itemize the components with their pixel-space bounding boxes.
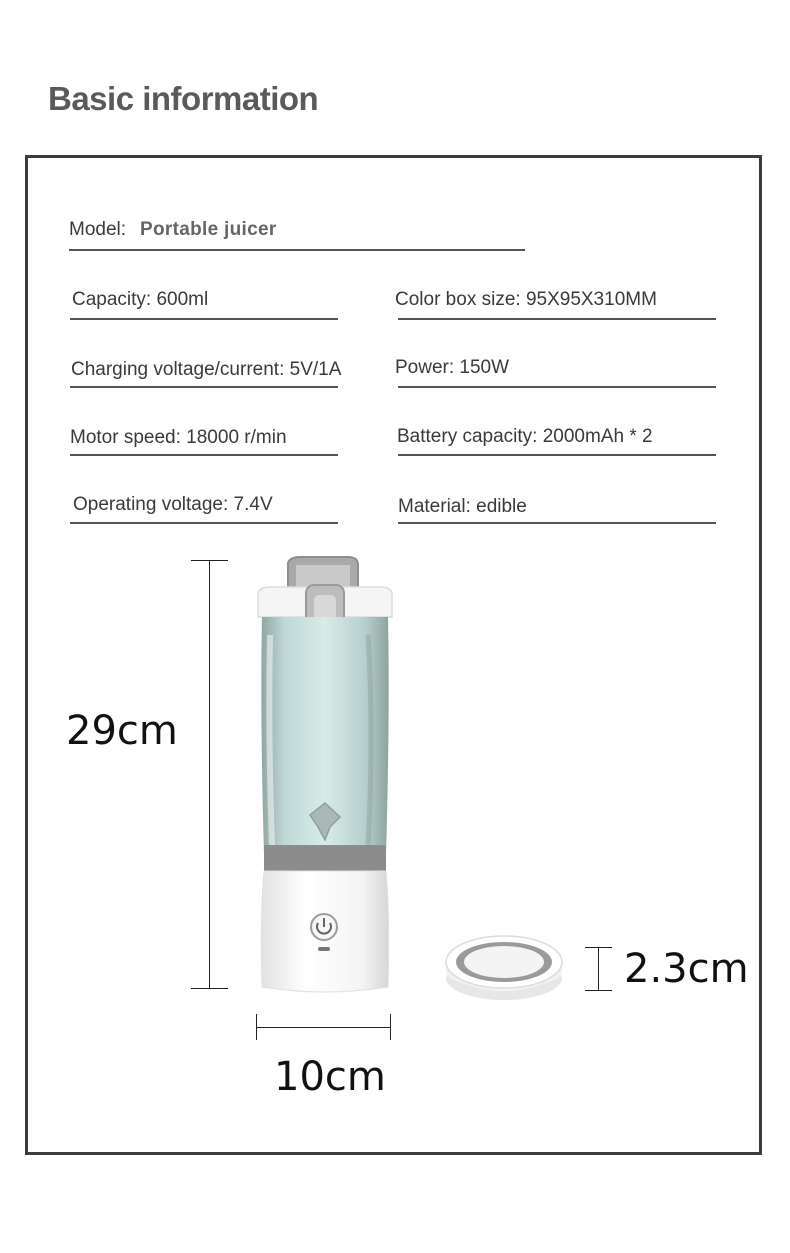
page-title: Basic information bbox=[48, 80, 319, 117]
spec-motor-speed: Motor speed: 18000 r/min bbox=[70, 427, 287, 448]
spec-underline bbox=[70, 522, 338, 524]
spec-underline bbox=[398, 318, 716, 320]
spec-model bbox=[69, 219, 277, 241]
spec-underline bbox=[70, 454, 338, 456]
width-rule-right bbox=[390, 1014, 391, 1040]
height-rule-line bbox=[209, 560, 210, 988]
base-rule-bottom bbox=[585, 990, 612, 991]
spec-color-box-size: Color box size: 95X95X310MM bbox=[395, 289, 657, 310]
charging-base-image bbox=[442, 928, 566, 1006]
spec-charging: Charging voltage/current: 5V/1A bbox=[71, 359, 342, 380]
base-height-dimension: 2.3cm bbox=[624, 946, 749, 992]
spec-operating-voltage: Operating voltage: 7.4V bbox=[73, 494, 273, 515]
spec-capacity: Capacity: 600ml bbox=[72, 289, 209, 310]
spec-underline bbox=[70, 386, 338, 388]
spec-underline bbox=[398, 454, 716, 456]
width-dimension: 10cm bbox=[274, 1054, 386, 1100]
spec-underline bbox=[69, 249, 525, 251]
spec-underline bbox=[398, 522, 716, 524]
spec-underline bbox=[398, 386, 716, 388]
spec-underline bbox=[70, 318, 338, 320]
spec-power: Power: 150W bbox=[395, 357, 510, 378]
height-dimension: 29cm bbox=[66, 708, 178, 754]
model-value: Portable juicer bbox=[140, 219, 277, 240]
blender-image bbox=[240, 555, 410, 1005]
spec-battery: Battery capacity: 2000mAh * 2 bbox=[397, 426, 653, 447]
width-rule-line bbox=[256, 1027, 391, 1028]
base-rule-line bbox=[598, 947, 599, 991]
spec-material: Material: edible bbox=[398, 496, 527, 517]
model-label: Model: bbox=[69, 219, 127, 240]
height-rule-bottom bbox=[191, 988, 228, 989]
